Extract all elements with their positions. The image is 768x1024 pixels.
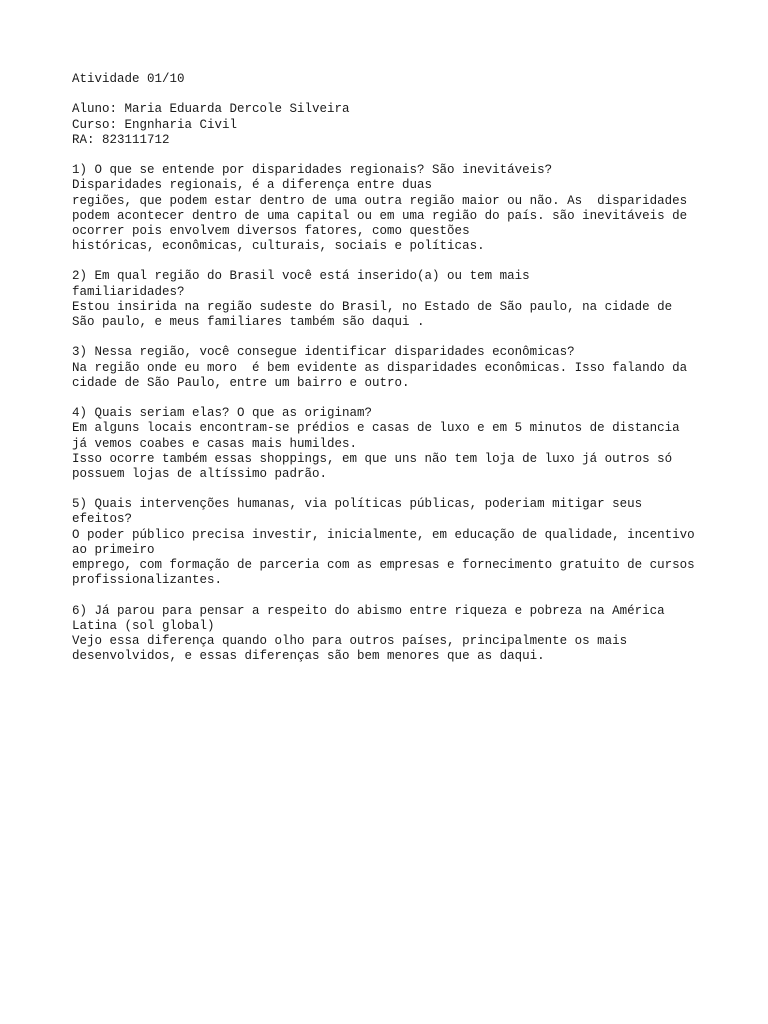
question-1-text: 1) O que se entende por disparidades regionais? São inevitáveis? xyxy=(72,163,553,178)
question-3-block xyxy=(72,345,712,391)
answer-6-line: desenvolvidos, e essas diferenças são bem menores que as daqui. xyxy=(72,649,545,664)
spacer xyxy=(72,330,712,345)
ra-line: RA: 823111712 xyxy=(72,132,170,147)
question-5-block xyxy=(72,497,712,588)
answer-3-line: Na região onde eu moro é bem evidente as disparidades econômicas. Isso falando da xyxy=(72,360,688,375)
answer-2-line: São paulo, e meus familiares também são daqui . xyxy=(72,315,425,329)
answer-4-line: Em alguns locais encontram-se prédios e casas de luxo e em 5 minutos de distancia xyxy=(72,421,680,436)
question-6-text: 6) Já parou para pensar a respeito do abismo entre riqueza e pobreza na América xyxy=(72,603,665,618)
question-6-block xyxy=(72,604,712,665)
answer-4-line: já vemos coabes e casas mais humildes. xyxy=(72,436,358,451)
question-2-block xyxy=(72,269,712,330)
answer-1-line: ocorrer pois envolvem diversos fatores, como questões xyxy=(72,223,470,238)
document-title: Atividade 01/10 xyxy=(72,72,185,86)
course-line: Curso: Engnharia Civil xyxy=(72,117,238,132)
answer-4-line: possuem lojas de altíssimo padrão. xyxy=(72,466,328,481)
question-1-block xyxy=(72,163,712,254)
answer-3-line: cidade de São Paulo, entre um bairro e outro. xyxy=(72,375,410,390)
spacer xyxy=(72,391,712,406)
spacer xyxy=(72,148,712,163)
question-5-text: efeitos? xyxy=(72,512,133,527)
answer-5-line: emprego, com formação de parceria com as empresas e fornecimento gratuito de cursos xyxy=(72,558,695,572)
spacer xyxy=(72,87,712,102)
question-4-block xyxy=(72,406,712,482)
question-6-text: Latina (sol global) xyxy=(72,618,215,633)
answer-6-line: Vejo essa diferença quando olho para outros países, principalmente os mais xyxy=(72,633,628,648)
question-4-text: 4) Quais seriam elas? O que as originam? xyxy=(72,406,373,421)
spacer xyxy=(72,482,712,497)
document-page xyxy=(72,72,712,664)
answer-2-line: Estou insirida na região sudeste do Brasil, no Estado de São paulo, na cidade de xyxy=(72,299,673,314)
answer-5-line: ao primeiro xyxy=(72,542,155,557)
answer-1-line: regiões, que podem estar dentro de uma outra região maior ou não. As disparidades xyxy=(72,193,688,208)
spacer xyxy=(72,588,712,603)
answer-4-line: Isso ocorre também essas shoppings, em que uns não tem loja de luxo já outros só xyxy=(72,451,673,466)
student-info-block xyxy=(72,102,712,148)
answer-1-line: históricas, econômicas, culturais, sociais e políticas. xyxy=(72,239,485,254)
question-2-text: 2) Em qual região do Brasil você está inserido(a) ou tem mais xyxy=(72,269,530,284)
spacer xyxy=(72,254,712,269)
answer-1-line: podem acontecer dentro de uma capital ou em uma região do país. são inevitáveis de xyxy=(72,208,688,223)
answer-5-line: O poder público precisa investir, inicialmente, em educação de qualidade, incentivo xyxy=(72,527,695,542)
answer-5-line: profissionalizantes. xyxy=(72,573,223,588)
student-name-line: Aluno: Maria Eduarda Dercole Silveira xyxy=(72,102,350,117)
question-3-text: 3) Nessa região, você consegue identificar disparidades econômicas? xyxy=(72,345,575,360)
question-2-text: familiaridades? xyxy=(72,284,185,299)
question-5-text: 5) Quais intervenções humanas, via políticas públicas, poderiam mitigar seus xyxy=(72,497,643,512)
answer-1-line: Disparidades regionais, é a diferença entre duas xyxy=(72,178,433,193)
